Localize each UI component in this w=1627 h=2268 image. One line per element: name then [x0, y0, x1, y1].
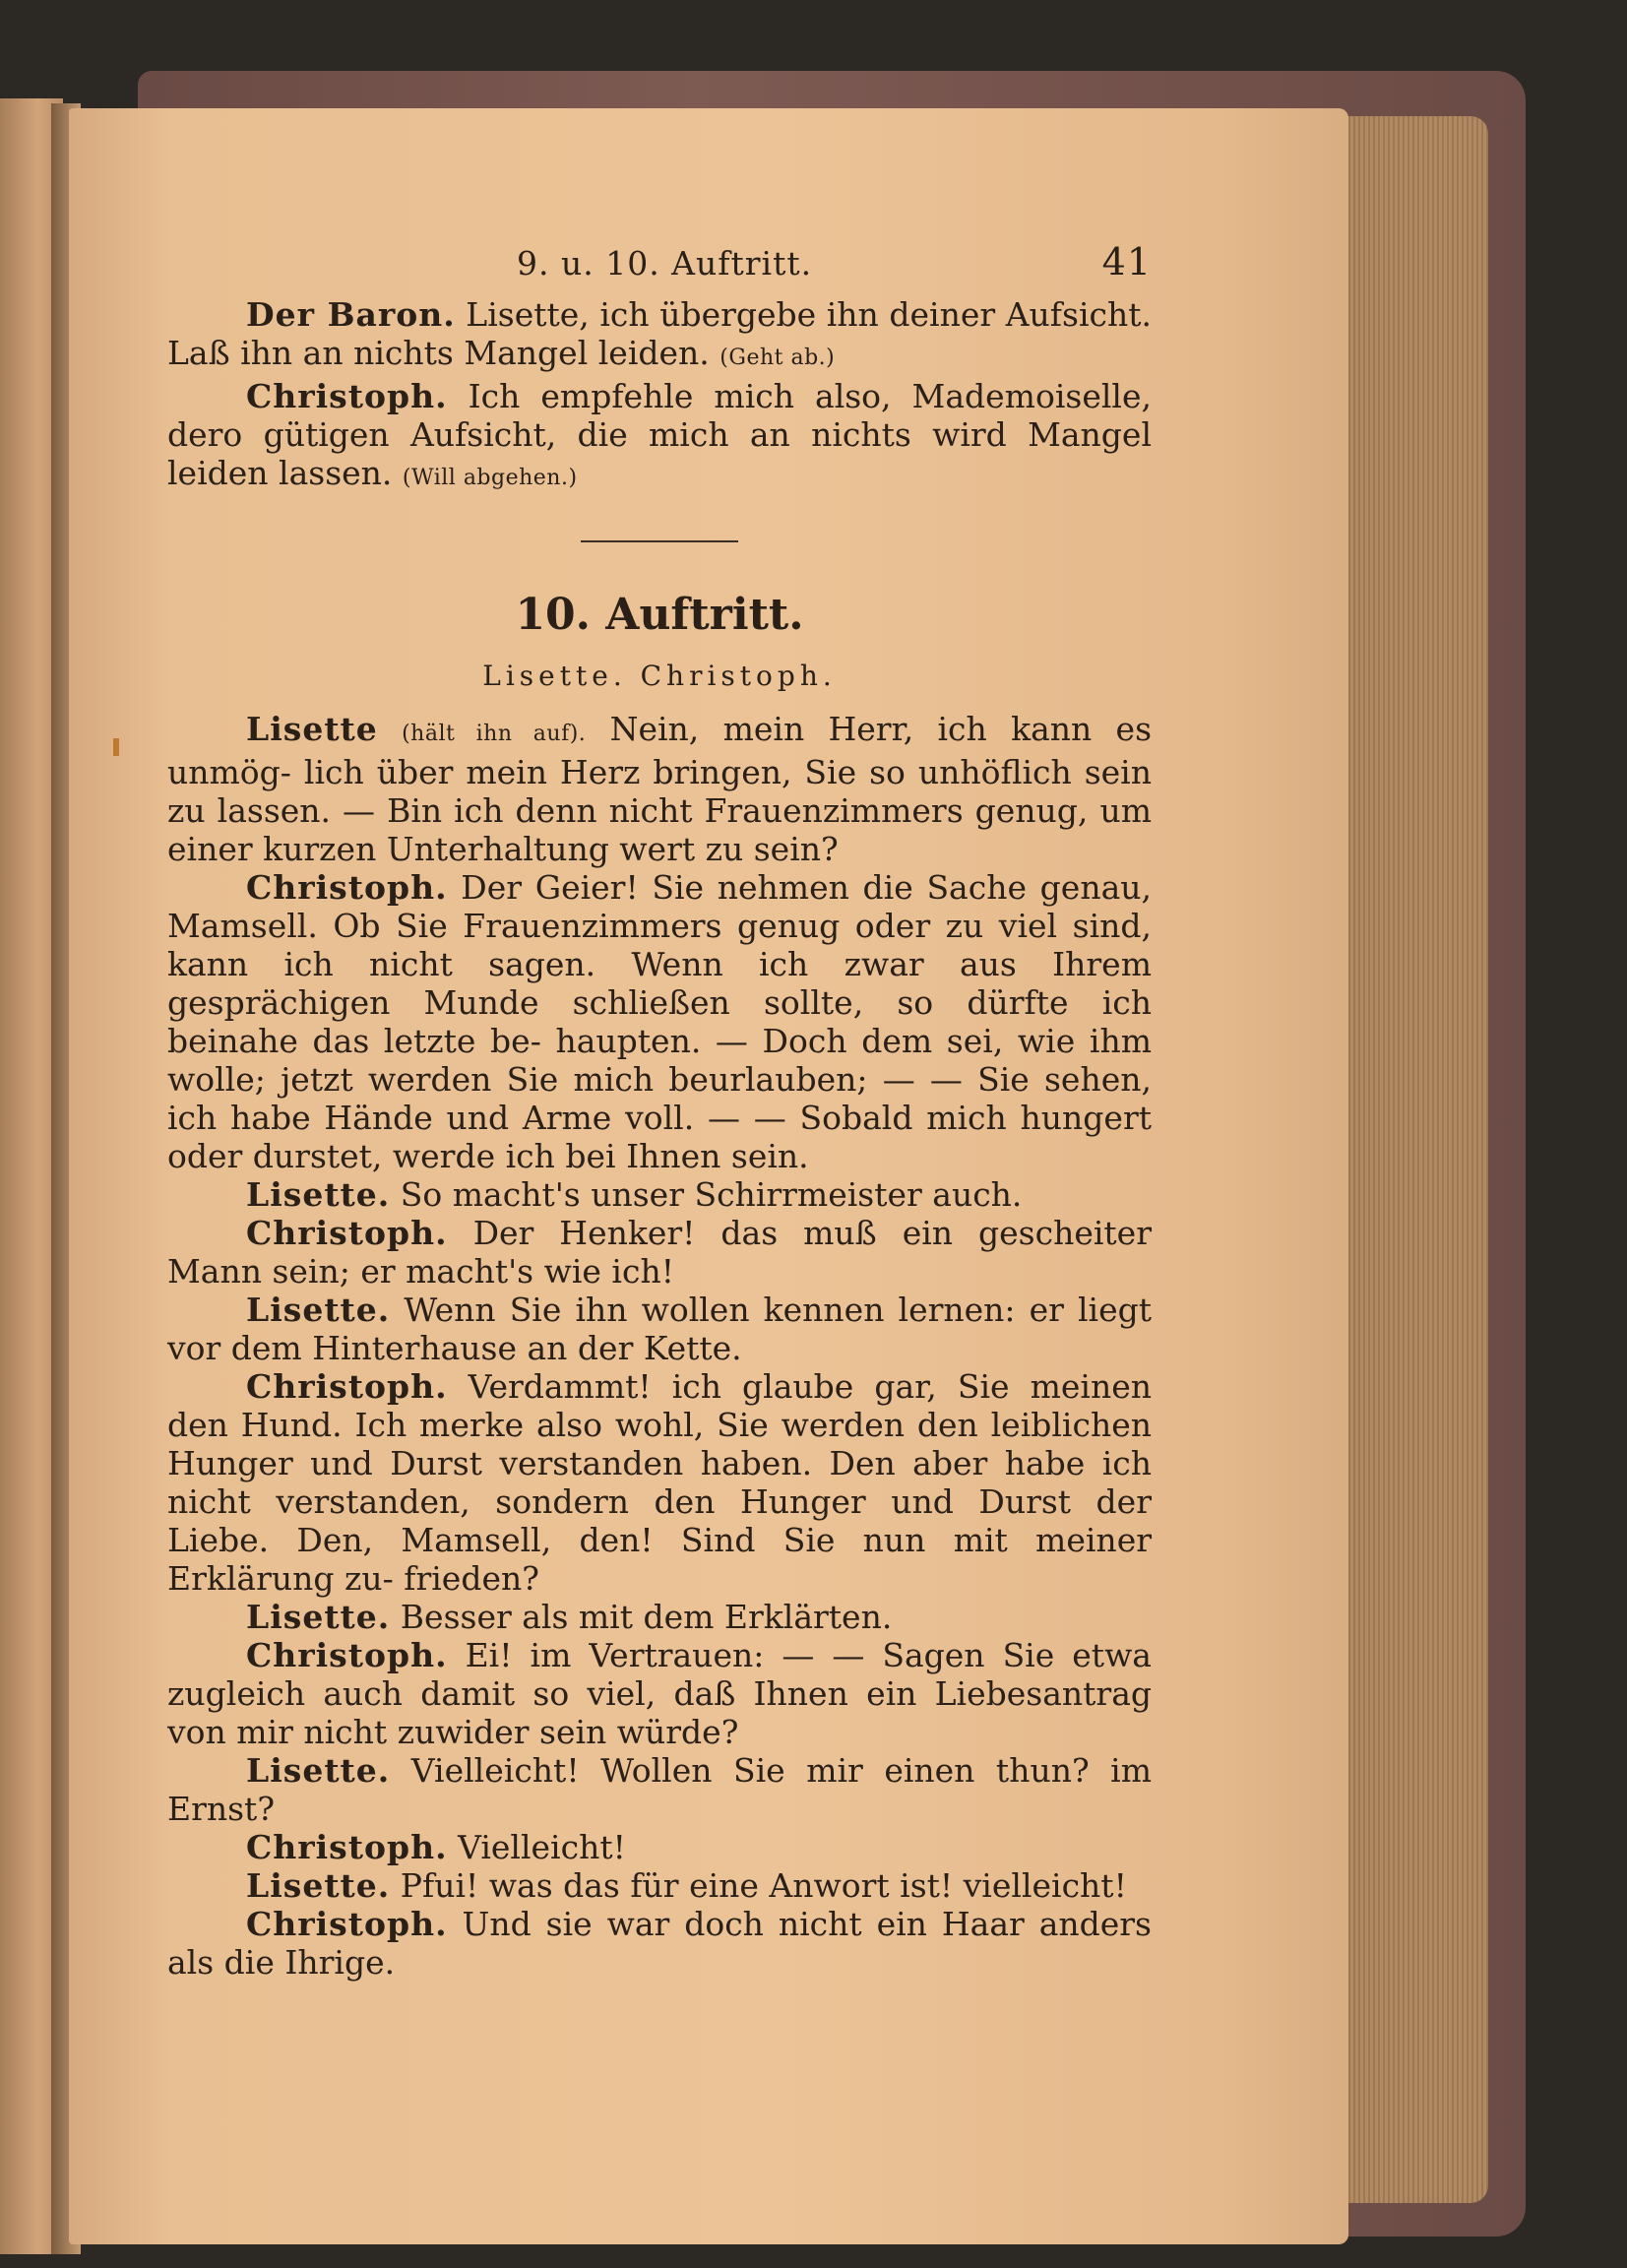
speech-lisette	[167, 1866, 1152, 1905]
speech-text: Vielleicht! Wollen Sie mir einen thun? im Ernst?	[167, 1751, 1152, 1828]
speech-christoph	[167, 868, 1152, 1175]
speaker-name: Lisette.	[246, 1291, 391, 1329]
speaker-name: Lisette.	[246, 1175, 391, 1214]
speaker-name: Christoph.	[246, 377, 448, 415]
scene-heading: 10. Auftritt.	[515, 590, 804, 640]
speech-text: So macht's unser Schirrmeister auch.	[400, 1175, 1023, 1214]
speech-text: Vielleicht!	[458, 1828, 626, 1866]
speech-text: Pfui! was das für eine Anwort ist! vielleicht!	[400, 1866, 1127, 1905]
speech-text: Lisette, ich übergebe ihn deiner Aufsicht. Laß ihn an nichts Mangel leiden.	[167, 295, 1152, 372]
speech-text: Der Geier! Sie nehmen die Sache genau, Mamsell. Ob Sie Frauenzimmers genug oder zu viel sind, kann ich nicht sagen. Wenn ich zwar aus Ihrem gesprächigen Munde schließen sollte, so dürfte ich beinahe das letzte be- haupten. — Doch dem sei, wie ihm wolle; jetzt werden Sie mich beurlauben; — — Sie sehen, ich habe Hände und Arme voll. — — Sobald mich hungert oder durstet, werde ich bei Ihnen sein.	[167, 868, 1152, 1175]
speaker-name: Lisette.	[246, 1866, 391, 1905]
section-divider	[581, 540, 738, 542]
speaker-name: Christoph.	[246, 1828, 448, 1866]
speech-christoph	[167, 1367, 1152, 1598]
speech-christoph	[167, 377, 1152, 497]
speech-text: Ei! im Vertrauen: — — Sagen Sie etwa zugleich auch damit so viel, daß Ihnen ein Liebesantrag von mir nicht zuwider sein würde?	[167, 1636, 1152, 1751]
speech-christoph	[167, 1905, 1152, 1982]
page-edges	[1341, 116, 1488, 2203]
scene-persons: Lisette. Christoph.	[482, 660, 837, 692]
stage-direction: (hält ihn auf).	[402, 722, 587, 746]
speaker-name: Christoph.	[246, 1214, 448, 1252]
speech-lisette	[167, 1751, 1152, 1828]
speaker-name: Der Baron.	[246, 295, 456, 334]
speech-lisette	[167, 1598, 1152, 1636]
speech-text: Der Henker! das muß ein gescheiter Mann sein; er macht's wie ich!	[167, 1214, 1152, 1291]
speech-lisette	[167, 1291, 1152, 1367]
speech-lisette	[167, 1175, 1152, 1214]
speech-baron	[167, 295, 1152, 377]
running-header	[167, 236, 1152, 295]
speaker-name: Christoph.	[246, 868, 448, 907]
speech-text: Ich empfehle mich also, Mademoiselle, dero gütigen Aufsicht, die mich an nichts wird Mangel leiden lassen.	[167, 377, 1152, 492]
running-header-title: 9. u. 10. Auftritt.	[517, 244, 813, 283]
stage-direction: (Geht ab.)	[720, 346, 836, 370]
page-mark	[113, 738, 119, 756]
speaker-name: Christoph.	[246, 1367, 448, 1406]
speech-christoph	[167, 1636, 1152, 1751]
speech-christoph	[167, 1214, 1152, 1291]
speech-text: Und sie war doch nicht ein Haar anders als die Ihrige.	[167, 1905, 1152, 1982]
speech-christoph	[167, 1828, 1152, 1866]
stage-direction: (Will abgehen.)	[402, 466, 578, 490]
speech-lisette	[167, 710, 1152, 868]
speech-text: Wenn Sie ihn wollen kennen lernen: er liegt vor dem Hinterhause an der Kette.	[167, 1291, 1152, 1367]
speaker-name: Lisette.	[246, 1598, 391, 1636]
page-number: 41	[1101, 240, 1152, 284]
speaker-name: Christoph.	[246, 1905, 448, 1943]
speaker-name: Christoph.	[246, 1636, 448, 1674]
speech-text: Verdammt! ich glaube gar, Sie meinen den Hund. Ich merke also wohl, Sie werden den leiblichen Hunger und Durst verstanden haben. Den aber habe ich nicht verstanden, sondern den Hunger und Durst der Liebe. Den, Mamsell, den! Sind Sie nun mit meiner Erklärung zu- frieden?	[167, 1367, 1152, 1598]
speaker-name: Lisette.	[246, 1751, 391, 1790]
speech-text: Besser als mit dem Erklärten.	[400, 1598, 893, 1636]
page-text	[167, 236, 1152, 1982]
speech-text: Nein, mein Herr, ich kann es unmög- lich über mein Herz bringen, Sie so unhöflich sein zu lassen. — Bin ich denn nicht Frauenzimmers genug, um einer kurzen Unterhaltung wert zu sein?	[167, 710, 1153, 868]
speaker-name: Lisette	[246, 710, 378, 748]
